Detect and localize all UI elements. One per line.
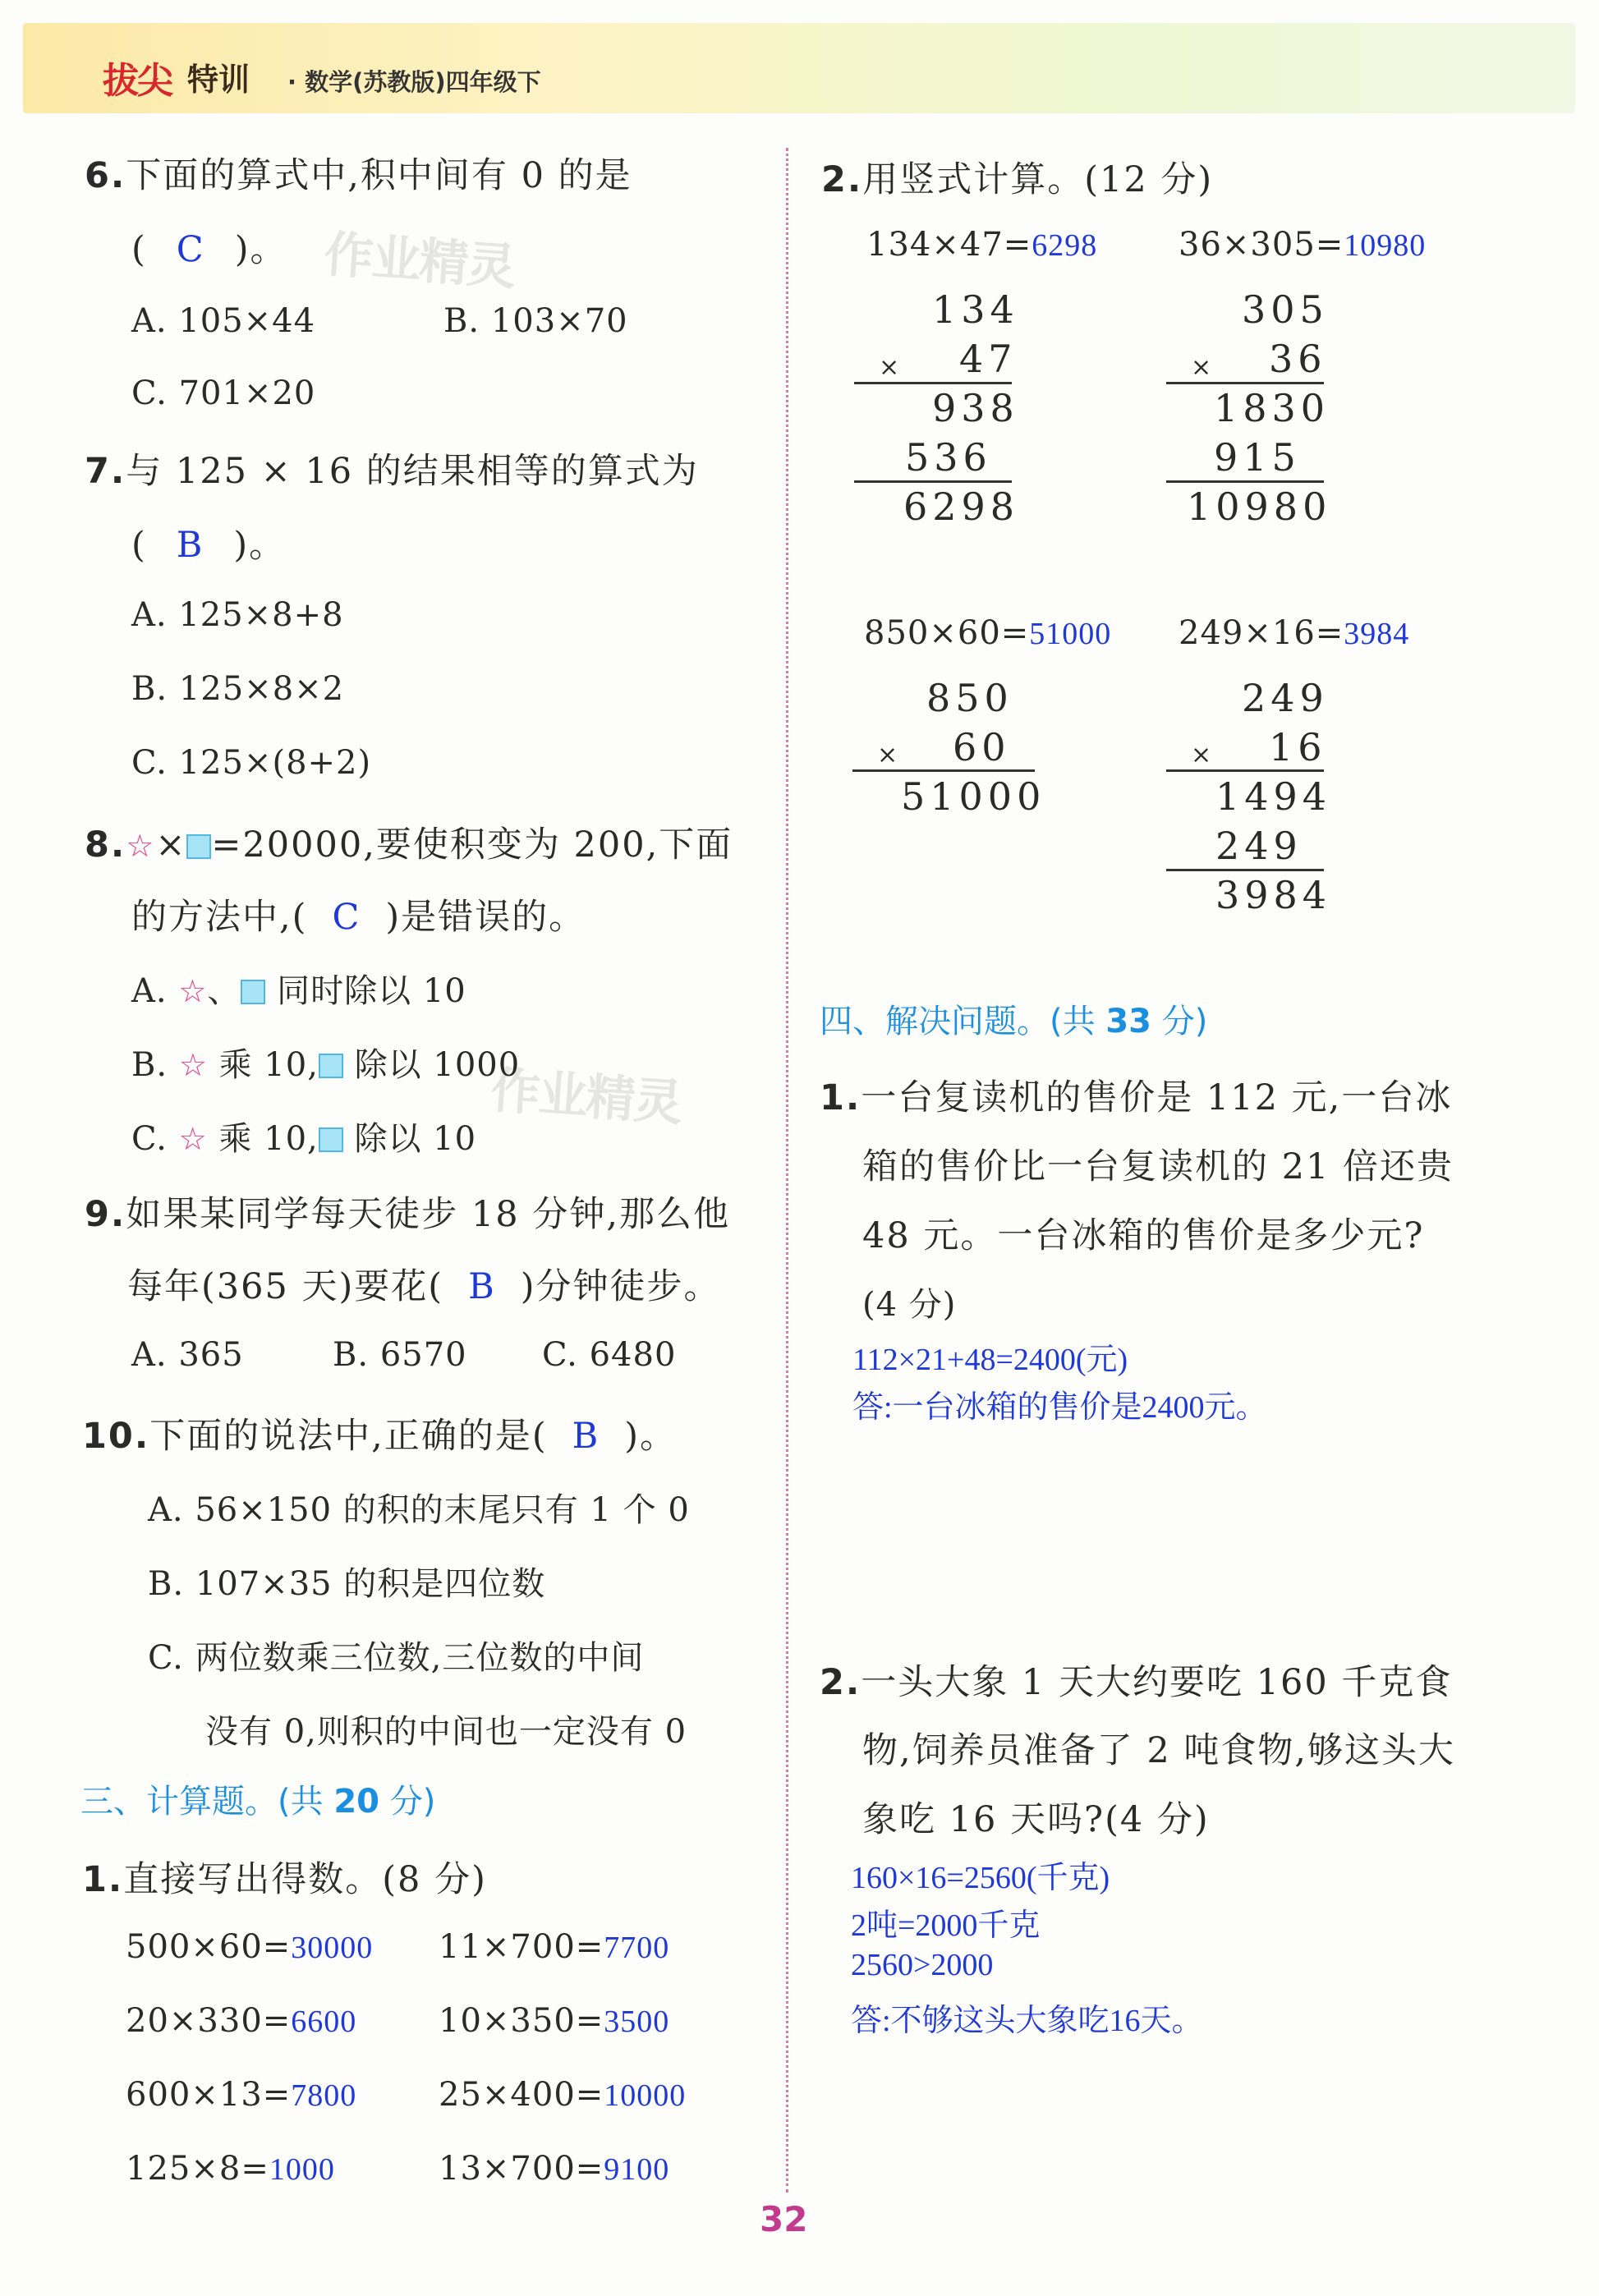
question-number: 6. (85, 155, 126, 196)
question-10 (82, 1408, 677, 1458)
calc-question-1 (82, 1852, 487, 1902)
option-text: 同时除以 10 (277, 972, 466, 1010)
square-icon (319, 1127, 343, 1152)
header-banner (23, 23, 1575, 113)
question-text: 如果某同学每天徒步 18 分钟,那么他 (126, 1194, 730, 1235)
paren: )。 (233, 525, 287, 566)
question-text: 下面的算式中,积中间有 0 的是 (126, 155, 632, 196)
option-b: B. 6570 (333, 1336, 467, 1374)
watermark: 作业精灵 (489, 1061, 683, 1132)
calc-answer: 10980 (1344, 228, 1427, 263)
question-8 (85, 817, 733, 867)
column-divider (786, 148, 788, 2193)
product: 3984 (1215, 873, 1332, 917)
vertical-multiplicand: 134 (932, 287, 1019, 332)
partial-product: 938 (932, 386, 1019, 430)
calc-answer: 30000 (291, 1931, 374, 1965)
vertical-multiplier: 16 (1269, 725, 1327, 769)
option-c: C. 701×20 (131, 374, 316, 412)
star-icon: ☆ (178, 973, 208, 1009)
paren: ( (131, 229, 147, 270)
partial-product: 249 (1215, 824, 1303, 868)
section-4-title (820, 995, 1207, 1042)
calc-item (126, 2150, 335, 2188)
square-icon (319, 1054, 343, 1078)
question-text: )分钟徒步。 (520, 1266, 721, 1307)
option-a (131, 965, 466, 1012)
option-b: B. 103×70 (443, 302, 628, 340)
paren: ( (131, 525, 147, 566)
calc-answer: 6298 (1032, 228, 1098, 263)
partial-product: 1494 (1215, 774, 1332, 819)
section-title-end: 分) (379, 1783, 436, 1821)
question-text: 的方法中,( (131, 897, 308, 938)
question-number: 1. (82, 1859, 124, 1900)
option-text: 除以 1000 (354, 1046, 521, 1084)
calc-expr: 249×16= (1179, 614, 1344, 652)
vertical-calc-header (1179, 614, 1409, 652)
star-icon: ☆ (126, 828, 156, 864)
answer-work: 2吨=2000千克 (851, 1908, 1041, 1943)
square-icon (241, 980, 265, 1004)
question-9 (85, 1187, 730, 1237)
section-3-title (80, 1775, 435, 1822)
section-title-end: 分) (1151, 1003, 1208, 1040)
section-title: 四、解决问题。(共 (820, 1003, 1106, 1040)
option-label: A. (131, 972, 168, 1010)
answer-line (131, 517, 286, 567)
option-a: A. 125×8+8 (131, 596, 344, 634)
calc-expr: 25×400= (439, 2076, 604, 2114)
question-text: 下面的说法中,正确的是( (149, 1416, 548, 1457)
calc-answer: 7800 (291, 2078, 357, 2113)
section-title: 三、计算题。(共 (80, 1783, 334, 1821)
product: 6298 (903, 484, 1020, 529)
section-score: 20 (333, 1783, 379, 1821)
watermark: 作业精灵 (322, 225, 517, 296)
times-sign: × (1191, 353, 1212, 382)
calc-answer: 3984 (1344, 617, 1410, 651)
partial-product: 1830 (1214, 386, 1330, 430)
calc-item (439, 2150, 669, 2188)
problem-1 (820, 1070, 1452, 1120)
option-c: C. 6480 (542, 1336, 677, 1374)
partial-product: 536 (905, 435, 992, 480)
calc-answer: 10000 (604, 2078, 687, 2113)
times-sign: × (1191, 741, 1212, 769)
option-a: A. 365 (131, 1336, 244, 1374)
question-9-line2 (127, 1259, 720, 1309)
question-6 (85, 148, 632, 198)
section-score: 33 (1105, 1003, 1151, 1040)
question-text: 直接写出得数。(8 分) (123, 1859, 487, 1900)
problem-text: 箱的售价比一台复读机的 21 倍还贵 (862, 1146, 1454, 1187)
star-icon: ☆ (178, 1047, 208, 1083)
calc-expr: 13×700= (439, 2150, 604, 2188)
problem-text: 48 元。一台冰箱的售价是多少元? (862, 1215, 1425, 1256)
answer: B (572, 1416, 600, 1457)
product: 51000 (901, 774, 1046, 819)
calc-expr: 11×700= (439, 1928, 604, 1966)
calc-answer: 7700 (604, 1931, 670, 1965)
answer: C (332, 897, 361, 938)
question-text: =20000,要使积变为 200,下面 (211, 824, 733, 866)
calc-item (126, 2076, 356, 2114)
option-label: C. (131, 1120, 168, 1158)
question-text: )。 (624, 1416, 678, 1457)
answer: C (176, 229, 205, 270)
calc-expr: 134×47= (866, 226, 1032, 264)
times-sign: × (155, 824, 187, 866)
calc-item (126, 2002, 356, 2040)
calc-rule (854, 480, 1012, 483)
star-icon: ☆ (178, 1121, 208, 1157)
option-c: C. 125×(8+2) (131, 744, 372, 782)
product: 10980 (1187, 484, 1332, 529)
answer-work: 2560>2000 (851, 1948, 994, 1982)
question-8-line2 (131, 889, 586, 939)
question-number: 1. (820, 1077, 862, 1118)
calc-answer: 9100 (604, 2152, 670, 2187)
calc-expr: 36×305= (1179, 226, 1344, 264)
times-sign: × (877, 741, 898, 769)
question-text: )是错误的。 (385, 897, 586, 938)
problem-score: (4 分) (862, 1286, 957, 1324)
answer-statement: 答:不够这头大象吃16天。 (851, 2004, 1203, 2038)
times-sign: × (879, 353, 900, 382)
option-c: C. 两位数乘三位数,三位数的中间 (148, 1639, 645, 1677)
question-number: 2. (821, 159, 863, 200)
option-c-continued: 没有 0,则积的中间也一定没有 0 (205, 1713, 687, 1751)
calc-expr: 125×8= (126, 2150, 269, 2188)
question-number: 7. (85, 451, 126, 492)
option-b (131, 1039, 520, 1086)
problem-text: 象吃 16 天吗?(4 分) (862, 1799, 1210, 1840)
option-text: 除以 10 (354, 1120, 477, 1158)
answer-statement: 答:一台冰箱的售价是2400元。 (852, 1390, 1267, 1425)
question-text: 用竖式计算。(12 分) (862, 159, 1214, 200)
question-text: 与 125 × 16 的结果相等的算式为 (126, 451, 699, 492)
option-a: A. 56×150 的积的末尾只有 1 个 0 (148, 1491, 690, 1529)
vertical-multiplier: 47 (959, 337, 1018, 381)
calc-expr: 20×330= (126, 2002, 292, 2040)
brand-logo-red: 拔尖 (103, 60, 172, 102)
brand-logo-dark: 特训 (187, 62, 250, 98)
calc-answer: 6600 (291, 2004, 357, 2039)
calc-item (439, 2002, 669, 2040)
question-number: 2. (820, 1662, 862, 1703)
question-7 (85, 443, 699, 494)
answer: B (468, 1266, 496, 1307)
vertical-multiplicand: 249 (1242, 676, 1329, 720)
vertical-calc-header (864, 614, 1111, 652)
calc-answer: 1000 (269, 2152, 335, 2187)
calc-expr: 500×60= (126, 1928, 292, 1966)
answer-line (131, 222, 287, 272)
option-label: B. (131, 1046, 168, 1084)
option-c (131, 1113, 476, 1159)
calc-item (439, 1928, 669, 1966)
calc-answer: 3500 (604, 2004, 670, 2039)
option-text: 乘 10, (218, 1120, 319, 1158)
paren: )。 (234, 229, 287, 270)
calc-rule (1166, 769, 1324, 772)
calc-item (439, 2076, 686, 2114)
answer-work: 112×21+48=2400(元) (852, 1343, 1128, 1377)
vertical-multiplicand: 850 (926, 676, 1013, 720)
calc-rule (1166, 382, 1324, 384)
vertical-multiplier: 60 (953, 725, 1011, 769)
comma: 、 (207, 972, 241, 1010)
option-text: 乘 10, (218, 1046, 319, 1084)
calc-rule (852, 769, 1035, 772)
question-text: 每年(365 天)要花( (127, 1266, 444, 1307)
calc-question-2 (821, 152, 1213, 202)
vertical-multiplicand: 305 (1242, 287, 1329, 332)
vertical-calc-header (866, 226, 1097, 264)
calc-expr: 850×60= (864, 614, 1030, 652)
partial-product: 915 (1214, 435, 1301, 480)
vertical-calc-header (1179, 226, 1426, 264)
answer: B (176, 525, 204, 566)
book-subtitle: · 数学(苏教版)四年级下 (287, 68, 541, 96)
option-b: B. 125×8×2 (131, 670, 345, 708)
calc-rule (1166, 480, 1324, 483)
calc-item (126, 1928, 373, 1966)
question-number: 8. (85, 824, 126, 866)
vertical-multiplier: 36 (1269, 337, 1327, 381)
question-number: 9. (85, 1194, 126, 1235)
calc-answer: 51000 (1029, 617, 1112, 651)
question-text: 一头大象 1 天大约要吃 160 千克食 (861, 1662, 1453, 1703)
option-a: A. 105×44 (131, 302, 316, 340)
square-icon (186, 834, 211, 859)
calc-rule (854, 382, 1012, 384)
question-text: 一台复读机的售价是 112 元,一台冰 (861, 1077, 1453, 1118)
calc-expr: 10×350= (439, 2002, 604, 2040)
option-b: B. 107×35 的积是四位数 (148, 1565, 546, 1603)
problem-text: 物,饲养员准备了 2 吨食物,够这头大 (862, 1730, 1456, 1771)
problem-2 (820, 1655, 1452, 1705)
calc-rule (1166, 869, 1324, 871)
page-number: 32 (760, 2199, 808, 2239)
answer-work: 160×16=2560(千克) (851, 1861, 1110, 1895)
question-number: 10. (82, 1416, 150, 1457)
calc-expr: 600×13= (126, 2076, 292, 2114)
